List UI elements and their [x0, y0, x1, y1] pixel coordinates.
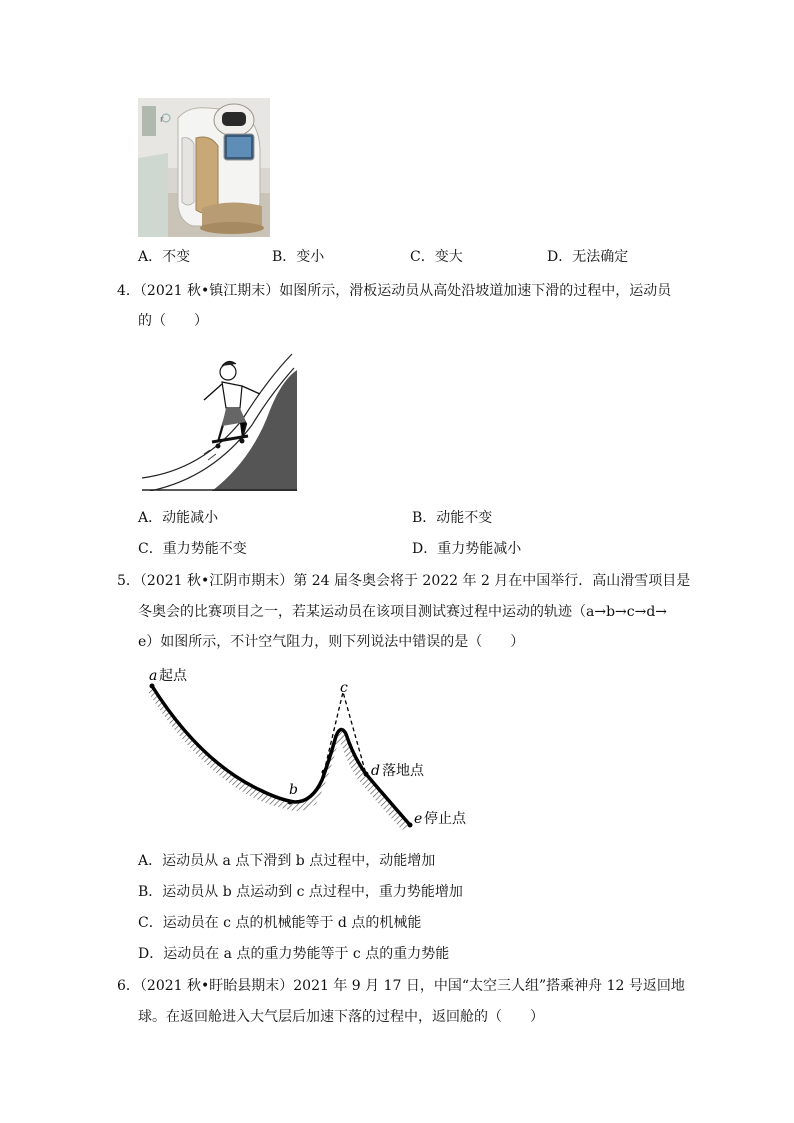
point-c-letter: c	[340, 680, 348, 696]
point-e-text: 停止点	[424, 811, 466, 827]
q3-option-a: A．不变	[138, 249, 191, 265]
q6-stem-line2: 球。在返回舱进入大气层后加速下落的过程中，返回舱的（ ）	[138, 1009, 544, 1025]
point-d-text: 落地点	[382, 763, 424, 779]
q4-option-c: C．重力势能不变	[138, 541, 247, 557]
ski-track-figure	[140, 662, 480, 837]
q6-stem-text: （2021 秋•盱眙县期末）2021 年 9 月 17 日，中国“太空三人组”搭乘神舟 12 号返回地	[139, 978, 685, 994]
point-d-letter: d	[371, 763, 380, 779]
q4-number: 4．	[117, 283, 140, 299]
q4-stem-line2: 的（ ）	[138, 313, 208, 329]
skateboarder-figure	[142, 350, 297, 491]
point-b-letter: b	[289, 782, 298, 798]
q5-option-c: C．运动员在 c 点的机械能等于 d 点的机械能	[138, 915, 422, 931]
point-a-letter: a	[149, 668, 158, 684]
q5-stem-line3: e）如图所示，不计空气阻力，则下列说法中错误的是（ ）	[138, 634, 525, 650]
q5-option-a: A．运动员从 a 点下滑到 b 点过程中，动能增加	[138, 853, 436, 869]
q3-option-d: D．无法确定	[547, 249, 629, 265]
q4-option-d: D．重力势能减小	[412, 541, 522, 557]
point-e-letter: e	[414, 811, 423, 827]
q4-stem-text: （2021 秋•镇江期末）如图所示，滑板运动员从高处沿坡道加速下滑的过程中，运动员	[139, 283, 672, 299]
robot-photo	[138, 98, 270, 237]
q3-option-b: B．变小	[272, 249, 325, 265]
q5-number: 5．	[117, 573, 140, 589]
point-a-text: 起点	[159, 668, 187, 684]
q5-stem-line1	[117, 571, 690, 591]
q4-option-b: B．动能不变	[412, 510, 493, 526]
q5-option-d: D．运动员在 a 点的重力势能等于 c 点的重力势能	[138, 946, 450, 962]
q4-option-a: A．动能减小	[138, 510, 219, 526]
q5-option-b: B．运动员从 b 点运动到 c 点过程中，重力势能增加	[138, 884, 463, 900]
q5-stem-line2: 冬奥会的比赛项目之一，若某运动员在该项目测试赛过程中运动的轨迹（a→b→c→d→	[138, 604, 668, 620]
q6-stem-line1	[117, 976, 685, 996]
q4-stem-line1	[117, 281, 671, 301]
q3-option-c: C．变大	[410, 249, 463, 265]
svg-text:r: r	[160, 115, 164, 125]
q6-number: 6．	[117, 978, 140, 994]
q5-stem-text: （2021 秋•江阴市期末）第 24 届冬奥会将于 2022 年 2 月在中国举行．高山滑雪项目是	[139, 573, 691, 589]
